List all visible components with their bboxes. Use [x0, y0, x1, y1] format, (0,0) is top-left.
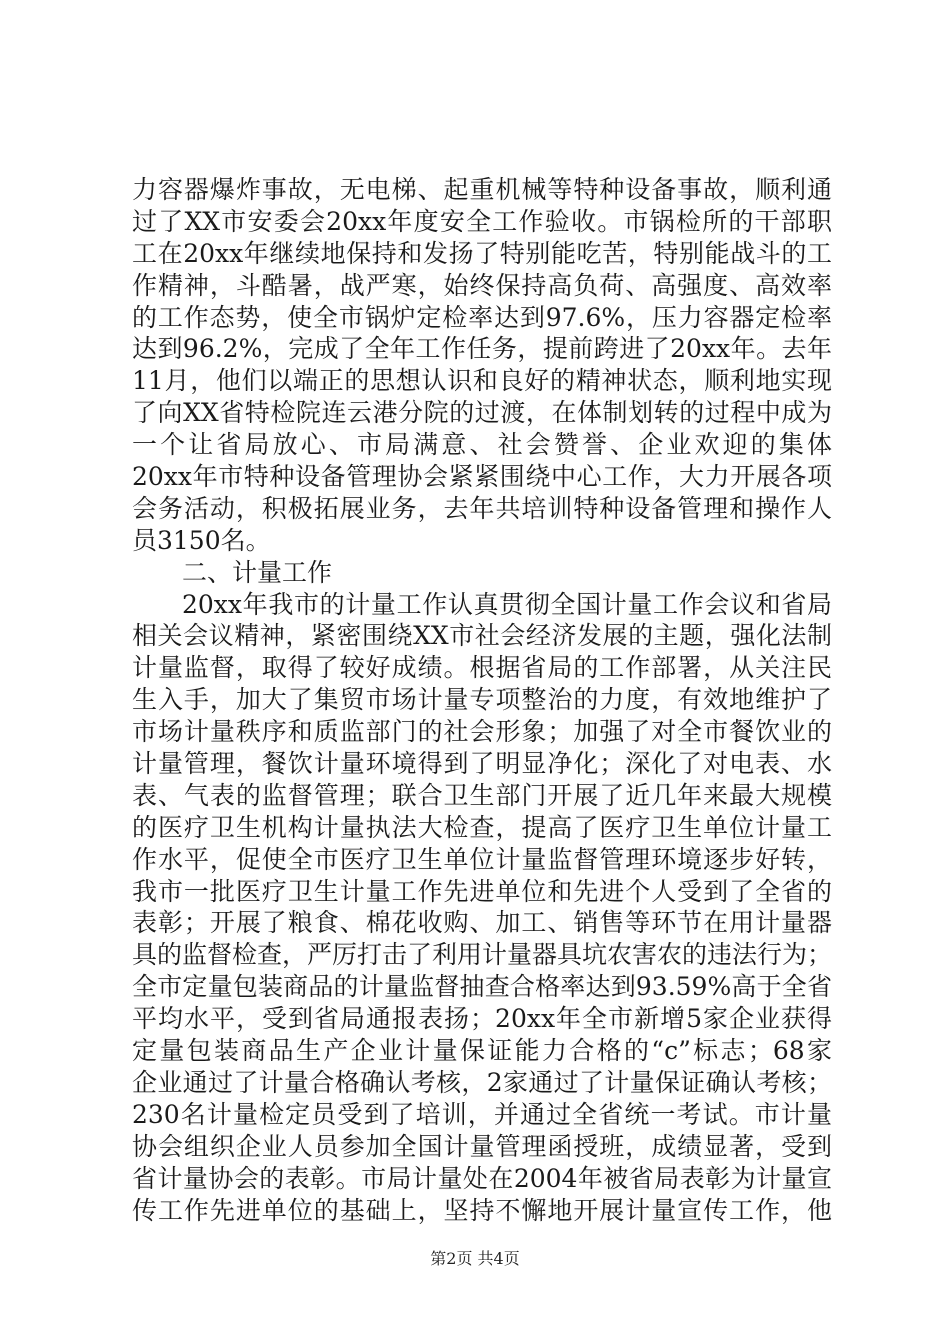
text-line: 作精神，斗酷暑，战严寒，始终保持高负荷、高强度、高效率	[132, 270, 832, 300]
text-line: 力容器爆炸事故，无电梯、起重机械等特种设备事故，顺利通	[132, 175, 832, 204]
text-line: 省计量协会的表彰。市局计量处在2004年被省局表彰为计量宣	[132, 1163, 832, 1193]
text-line: 我市一批医疗卫生计量工作先进单位和先进个人受到了全省的	[132, 876, 832, 906]
section-heading: 二、计量工作	[182, 557, 333, 587]
text-line: 定量包装商品生产企业计量保证能力合格的“c”标志；68家	[132, 1036, 832, 1066]
text-line: 市场计量秩序和质监部门的社会形象；加强了对全市餐饮业的	[132, 717, 832, 747]
text-line: 企业通过了计量合格确认考核，2家通过了计量保证确认考核；	[132, 1067, 832, 1097]
text-line: 20xx年市特种设备管理协会紧紧围绕中心工作，大力开展各项	[132, 462, 832, 492]
text-line: 的医疗卫生机构计量执法大检查，提高了医疗卫生单位计量工	[132, 812, 832, 842]
page-number-label: 第2页 共4页	[430, 1249, 520, 1268]
text-line: 生入手，加大了集贸市场计量专项整治的力度，有效地维护了	[132, 685, 832, 715]
text-line: 了向XX省特检院连云港分院的过渡，在体制划转的过程中成为	[132, 398, 832, 428]
text-line: 计量监督，取得了较好成绩。根据省局的工作部署，从关注民	[132, 653, 832, 683]
text-line: 平均水平，受到省局通报表扬；20xx年全市新增5家企业获得	[132, 1004, 832, 1034]
text-line: 员3150名。	[132, 525, 271, 555]
text-line: 工在20xx年继续地保持和发扬了特别能吃苦，特别能战斗的工	[132, 238, 832, 268]
text-line: 11月，他们以端正的思想认识和良好的精神状态，顺利地实现	[132, 366, 832, 396]
text-line: 计量管理，餐饮计量环境得到了明显净化；深化了对电表、水	[132, 749, 832, 779]
text-line: 230名计量检定员受到了培训，并通过全省统一考试。市计量	[132, 1099, 832, 1129]
text-line: 表彰；开展了粮食、棉花收购、加工、销售等环节在用计量器	[132, 908, 832, 938]
page-footer	[0, 1246, 950, 1269]
text-line: 作水平，促使全市医疗卫生单位计量监督管理环境逐步好转，	[132, 844, 832, 874]
text-line: 20xx年我市的计量工作认真贯彻全国计量工作会议和省局	[182, 589, 832, 619]
text-line: 传工作先进单位的基础上，坚持不懈地开展计量宣传工作，他	[132, 1195, 832, 1225]
text-line: 会务活动，积极拓展业务，去年共培训特种设备管理和操作人	[132, 493, 832, 523]
text-line: 达到96.2%，完成了全年工作任务，提前跨进了20xx年。去年	[132, 334, 832, 364]
text-line: 过了XX市安委会20xx年度安全工作验收。市锅检所的干部职	[132, 206, 832, 236]
text-line: 协会组织企业人员参加全国计量管理函授班，成绩显著，受到	[132, 1131, 832, 1161]
text-line: 一个让省局放心、市局满意、社会赞誉、企业欢迎的集体	[132, 430, 832, 460]
text-line: 全市定量包装商品的计量监督抽查合格率达到93.59%高于全省	[132, 972, 832, 1002]
text-line: 具的监督检查，严厉打击了利用计量器具坑农害农的违法行为；	[132, 940, 833, 970]
document-body	[132, 174, 832, 1226]
text-line: 相关会议精神，紧密围绕XX市社会经济发展的主题，强化法制	[132, 621, 832, 651]
text-line: 表、气表的监督管理；联合卫生部门开展了近几年来最大规模	[132, 780, 832, 810]
text-line: 的工作态势，使全市锅炉定检率达到97.6%，压力容器定检率	[132, 302, 832, 332]
